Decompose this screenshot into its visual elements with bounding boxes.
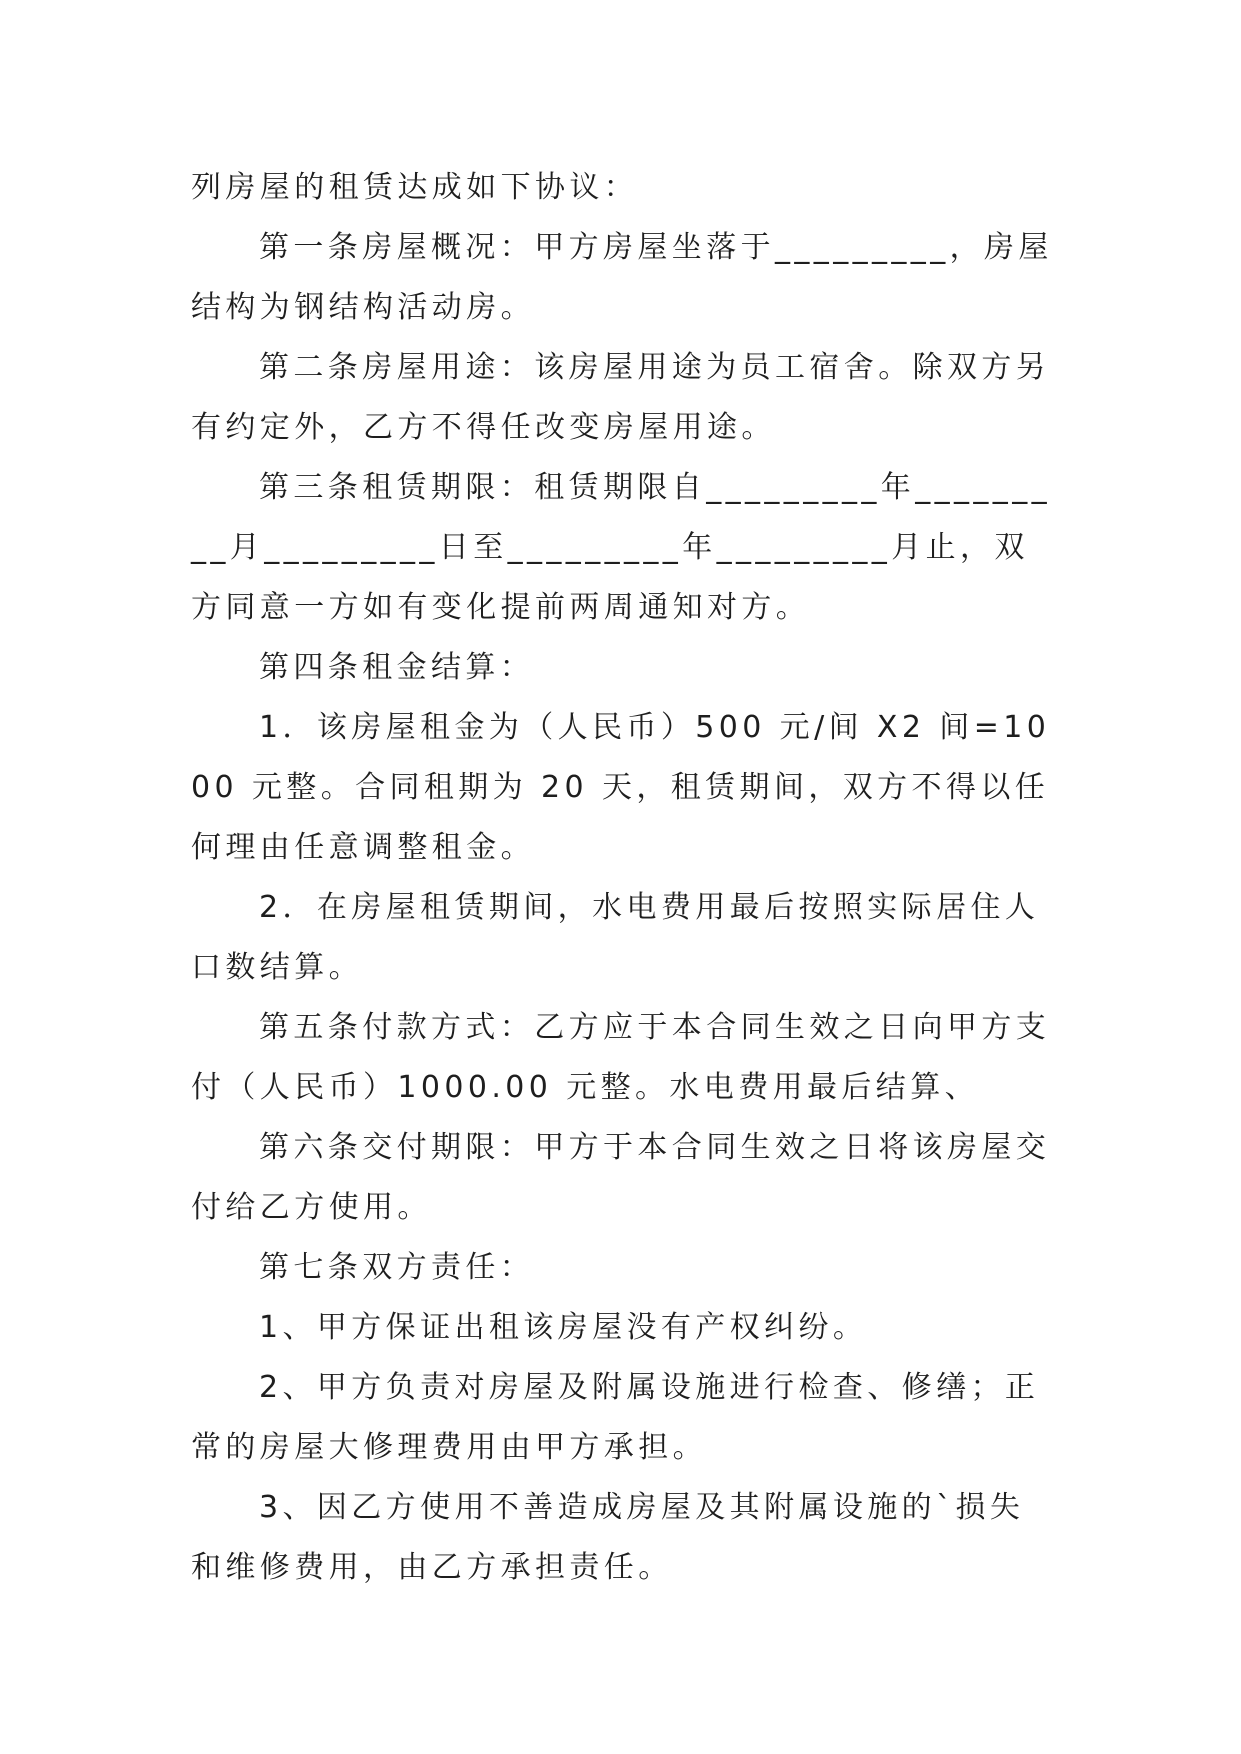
document-body	[191, 158, 1053, 1598]
paragraph-article-6: 第六条交付期限：甲方于本合同生效之日将该房屋交付给乙方使用。	[191, 1130, 1051, 1225]
paragraph-article-1: 第一条房屋概况：甲方房屋坐落于_________，房屋结构为钢结构活动房。	[191, 230, 1053, 325]
paragraph-article-2: 第二条房屋用途：该房屋用途为员工宿舍。除双方另有约定外，乙方不得任改变房屋用途。	[191, 350, 1051, 445]
paragraph-article-7: 第七条双方责任：	[259, 1250, 535, 1285]
paragraph-article-7-item-1: 1、甲方保证出租该房屋没有产权纠纷。	[259, 1310, 868, 1345]
paragraph-article-7-item-2: 2、甲方负责对房屋及附属设施进行检查、修缮；正常的房屋大修理费用由甲方承担。	[191, 1370, 1040, 1465]
paragraph-article-4-item-1: 1．该房屋租金为（人民币）500 元/间 X2 间=1000 元整。合同租期为 20 天，租赁期间，双方不得以任何理由任意调整租金。	[191, 710, 1051, 865]
paragraph-article-4-item-2: 2．在房屋租赁期间，水电费用最后按照实际居住人口数结算。	[191, 890, 1040, 985]
paragraph-intro: 列房屋的租赁达成如下协议：	[191, 170, 639, 205]
paragraph-article-5: 第五条付款方式：乙方应于本合同生效之日向甲方支付（人民币）1000.00 元整。水电费用最后结算、	[191, 1010, 1051, 1105]
paragraph-article-7-item-3: 3、因乙方使用不善造成房屋及其附属设施的`损失和维修费用，由乙方承担责任。	[191, 1490, 1025, 1585]
paragraph-article-3: 第三条租赁期限：租赁期限自_________年_________月_________日至_________年_________月止，双方同意一方如有变化提前两周通知对方。	[191, 470, 1051, 625]
paragraph-article-4: 第四条租金结算：	[259, 650, 535, 685]
